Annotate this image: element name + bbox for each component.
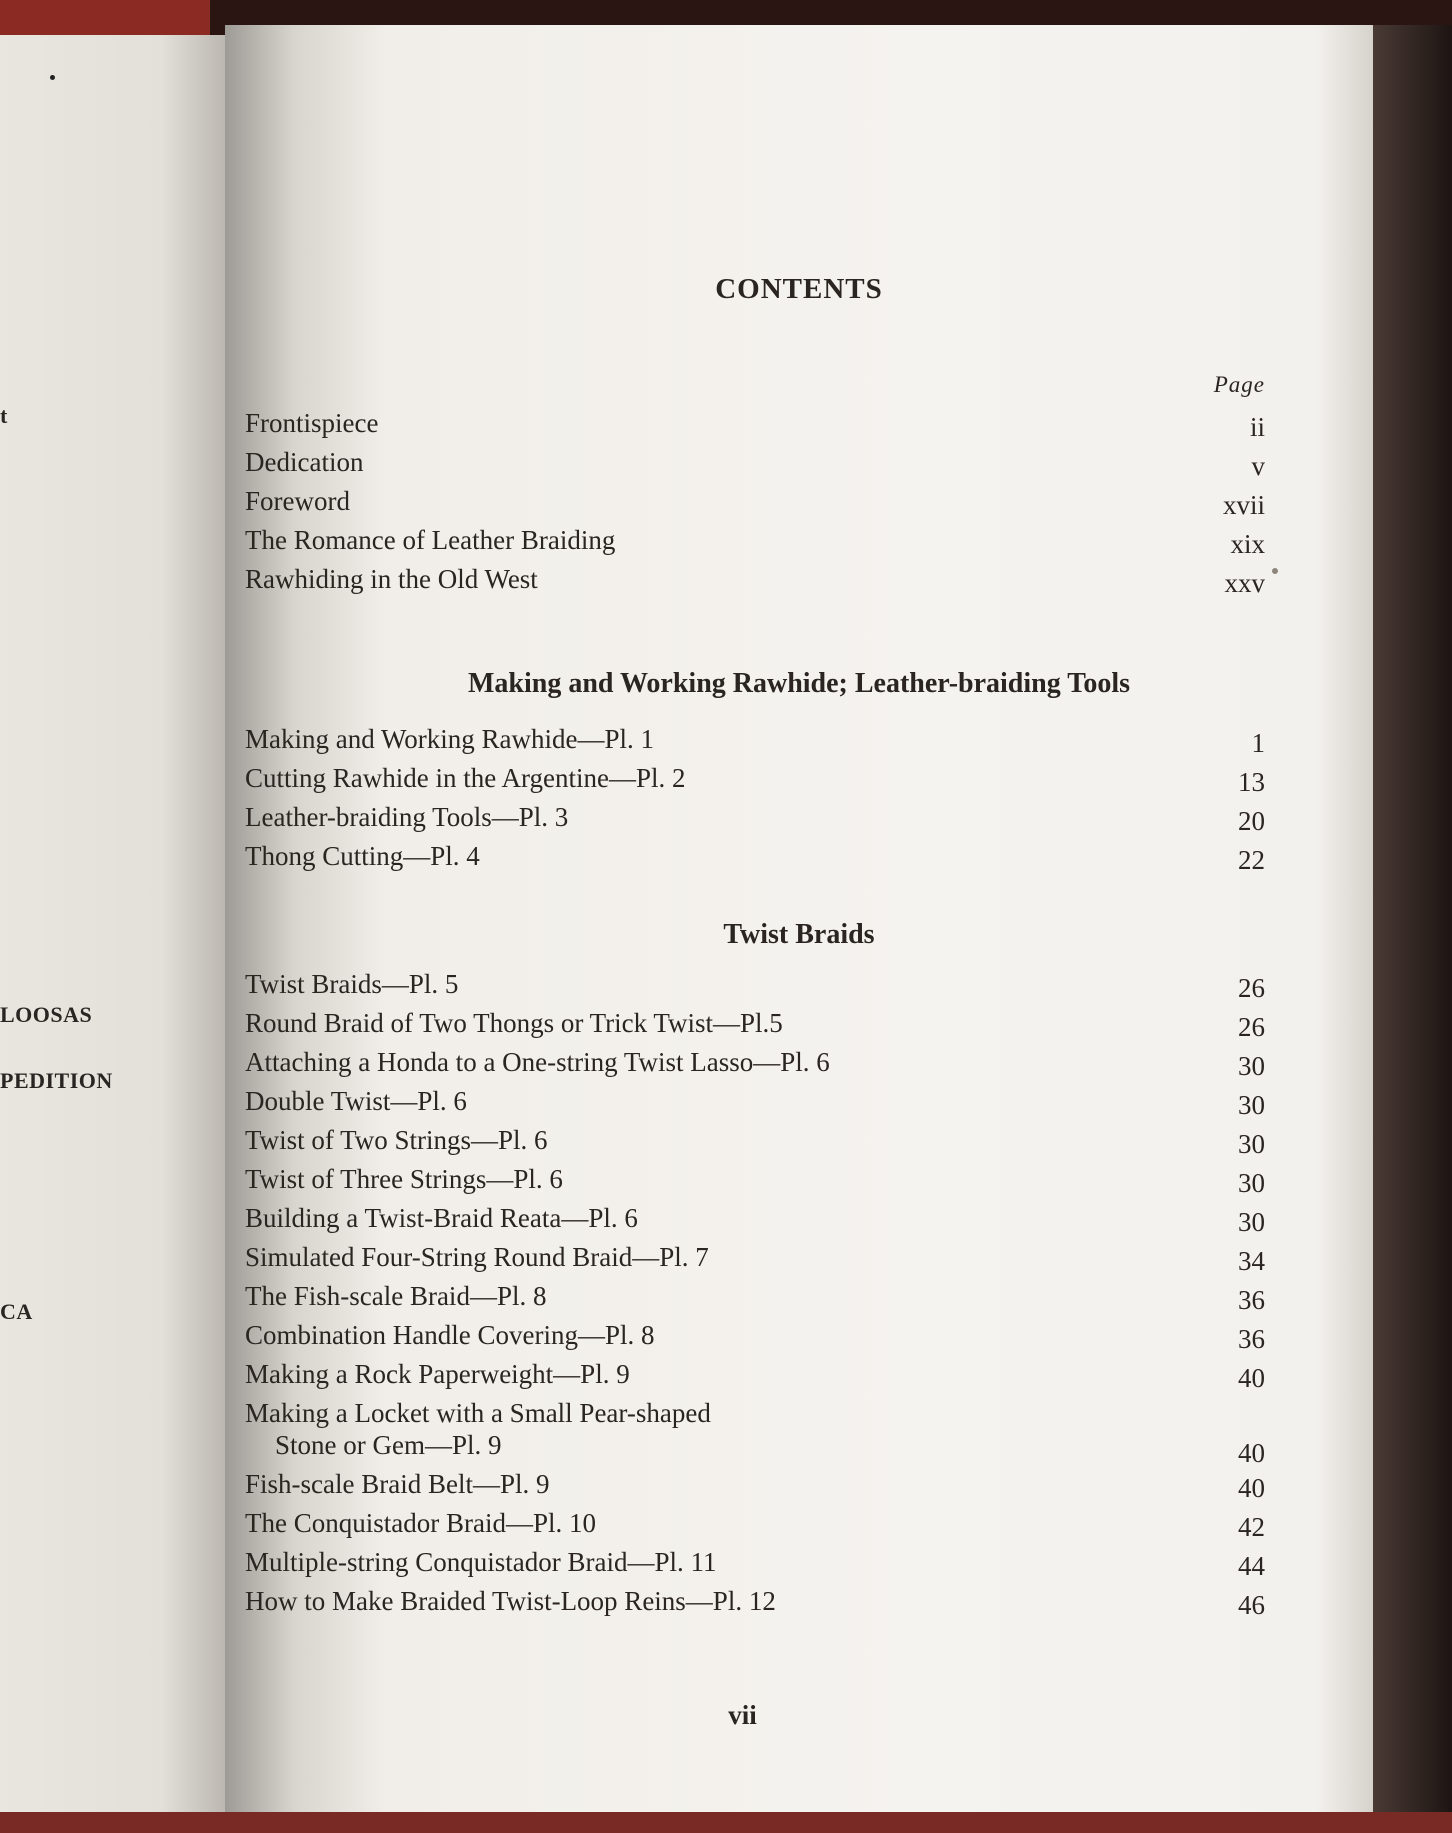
toc-entry-page: 30 <box>1238 1090 1265 1120</box>
toc-entry-page: xxv <box>1224 568 1265 598</box>
toc-entry-title: Making a Locket with a Small Pear-shaped <box>245 1398 711 1428</box>
toc-entry-title: Building a Twist-Braid Reata—Pl. 6 <box>245 1203 638 1233</box>
left-page-fragment: PEDITION <box>0 1068 113 1093</box>
toc-entry-title: Multiple-string Conquistador Braid—Pl. 11 <box>245 1547 717 1577</box>
toc-entry-page: xvii <box>1222 490 1265 520</box>
book-edge-shadow <box>1373 25 1452 1815</box>
toc-entry-title: Leather-braiding Tools—Pl. 3 <box>245 802 569 832</box>
ink-speck <box>50 75 55 80</box>
toc-entry-title: The Romance of Leather Braiding <box>245 525 616 555</box>
toc-entry-page: 42 <box>1238 1512 1265 1542</box>
toc-entry-page: 30 <box>1238 1207 1265 1237</box>
toc-entry-page: 30 <box>1238 1168 1265 1198</box>
toc-entry-page: 30 <box>1238 1051 1265 1081</box>
toc-entry-title-continued: Stone or Gem—Pl. 9 <box>275 1430 502 1460</box>
toc-entry-title: How to Make Braided Twist-Loop Reins—Pl. 12 <box>245 1586 776 1616</box>
toc-entry-page: 20 <box>1238 806 1265 836</box>
page-column-label: Page <box>1213 372 1265 397</box>
book-cover-edge <box>0 1812 1452 1833</box>
toc-entry-title: Combination Handle Covering—Pl. 8 <box>245 1320 655 1350</box>
page-number: vii <box>728 1700 757 1730</box>
toc-entry-title: Twist of Two Strings—Pl. 6 <box>245 1125 548 1155</box>
toc-entry-page: 30 <box>1238 1129 1265 1159</box>
toc-entry-title: The Conquistador Braid—Pl. 10 <box>245 1508 596 1538</box>
section-heading: Making and Working Rawhide; Leather-braiding Tools <box>467 668 1131 699</box>
toc-entry-title: Twist Braids—Pl. 5 <box>245 969 459 999</box>
page-title: CONTENTS <box>715 273 883 305</box>
toc-entry-page: 46 <box>1238 1590 1265 1620</box>
toc-entry-page: 13 <box>1238 767 1265 797</box>
toc-entry-title: Making a Rock Paperweight—Pl. 9 <box>245 1359 630 1389</box>
toc-entry-title: Simulated Four-String Round Braid—Pl. 7 <box>245 1242 709 1272</box>
toc-entry-title: Rawhiding in the Old West <box>245 564 538 594</box>
toc-entry-page: 40 <box>1238 1363 1265 1393</box>
toc-entry-title: Foreword <box>245 486 350 516</box>
toc-entry-page: xix <box>1230 529 1265 559</box>
toc-entry-page: 40 <box>1238 1438 1265 1468</box>
toc-entry-page: 36 <box>1238 1324 1265 1354</box>
toc-entry-page: ii <box>1249 412 1265 442</box>
left-page-fragment: LOOSAS <box>0 1002 93 1027</box>
toc-entry-page: 36 <box>1238 1285 1265 1315</box>
left-page-fragment: CA <box>0 1299 33 1324</box>
toc-entry-title: Thong Cutting—Pl. 4 <box>245 841 480 871</box>
toc-entry-page: 34 <box>1238 1246 1265 1276</box>
toc-entry-title: Twist of Three Strings—Pl. 6 <box>245 1164 563 1194</box>
contents-page <box>225 25 1373 1815</box>
toc-entry-page: 1 <box>1251 728 1265 758</box>
book-cover-edge <box>0 0 210 40</box>
toc-entry-title: Fish-scale Braid Belt—Pl. 9 <box>245 1469 550 1499</box>
toc-entry-page: 26 <box>1238 973 1265 1003</box>
toc-entry-title: Double Twist—Pl. 6 <box>245 1086 467 1116</box>
toc-entry-title: The Fish-scale Braid—Pl. 8 <box>245 1281 547 1311</box>
toc-entry-title: Round Braid of Two Thongs or Trick Twist—Pl.5 <box>245 1008 783 1038</box>
toc-entry-page: 22 <box>1238 845 1265 875</box>
toc-entry-page: 40 <box>1238 1473 1265 1503</box>
toc-entry-title: Dedication <box>245 447 364 477</box>
section-heading: Twist Braids <box>723 919 875 950</box>
toc-entry-page: v <box>1251 451 1265 481</box>
toc-entry-title: Cutting Rawhide in the Argentine—Pl. 2 <box>245 763 686 793</box>
toc-entry-page: 44 <box>1238 1551 1265 1581</box>
toc-entry-page: 26 <box>1238 1012 1265 1042</box>
toc-entry-title: Frontispiece <box>245 408 379 438</box>
left-page-fragment: t <box>0 403 8 428</box>
toc-entry-title: Attaching a Honda to a One-string Twist Lasso—Pl. 6 <box>245 1047 830 1077</box>
left-page <box>0 35 230 1815</box>
paper-speck <box>1272 568 1278 574</box>
toc-entry-title: Making and Working Rawhide—Pl. 1 <box>245 724 655 754</box>
